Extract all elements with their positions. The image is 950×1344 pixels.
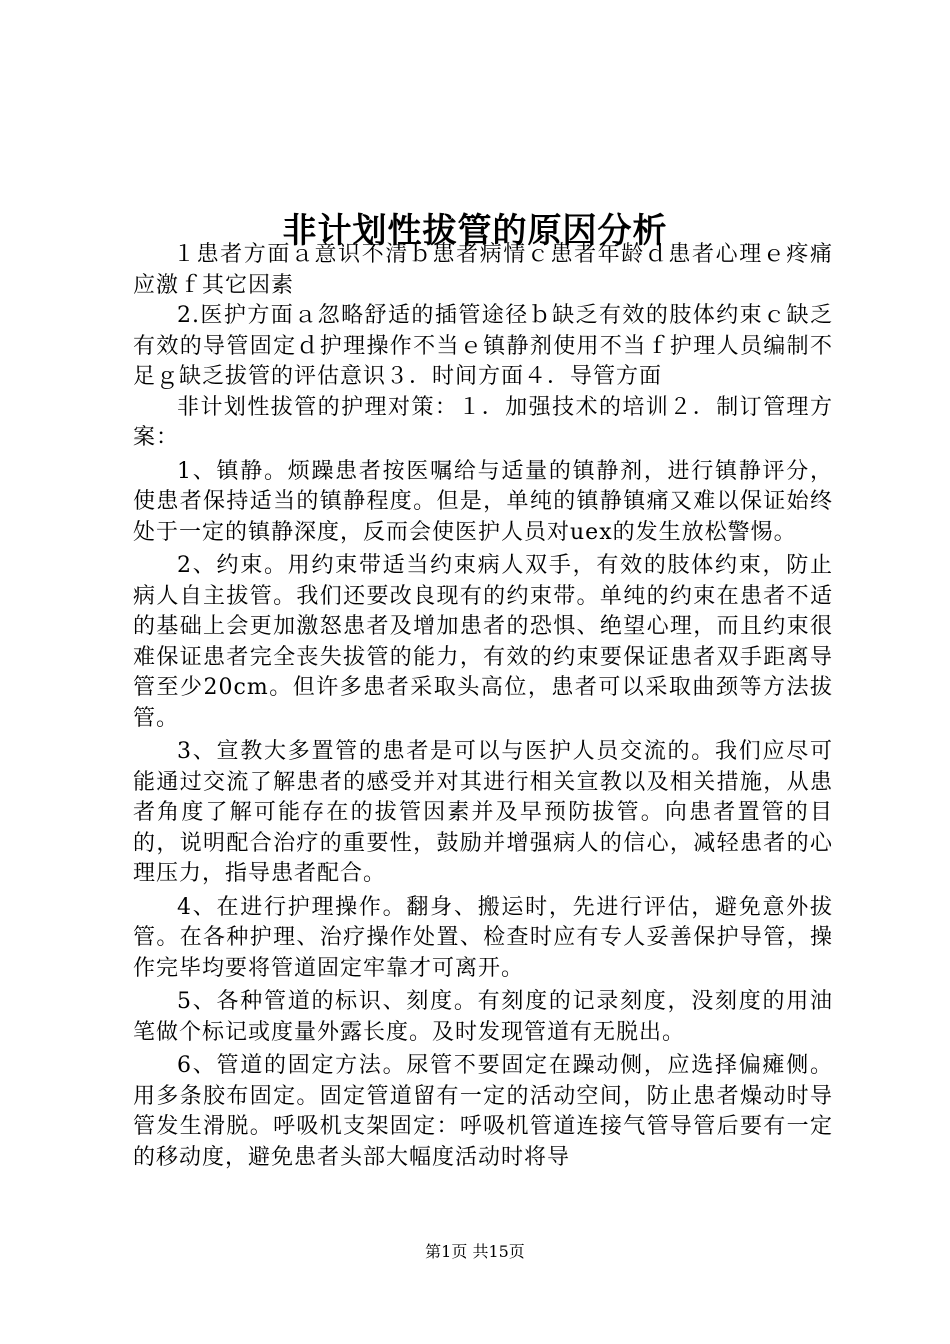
paragraph-education: 3、宣教大多置管的患者是可以与医护人员交流的。我们应尽可能通过交流了解患者的感受并对其进行相关宣教以及相关措施，从患者角度了解可能存在的拔管因素并及早预防拔管。向患者置管的目的，说明配合治疗的重要性，鼓励并增强病人的信心，减轻患者的心理压力，指导患者配合。 bbox=[133, 739, 833, 886]
document-body bbox=[133, 240, 833, 1173]
paragraph-nursing-operation: 4、在进行护理操作。翻身、搬运时，先进行评估，避免意外拔管。在各种护理、治疗操作处置、检查时应有专人妥善保护导管，操作完毕均要将管道固定牢靠才可离开。 bbox=[133, 894, 833, 981]
paragraph-tube-marking: 5、各种管道的标识、刻度。有刻度的记录刻度，没刻度的用油笔做个标记或度量外露长度。及时发现管道有无脱出。 bbox=[133, 989, 833, 1045]
paragraph-patient-factors: １患者方面ａ意识不清ｂ患者病情ｃ患者年龄ｄ患者心理ｅ疼痛应激ｆ其它因素 bbox=[133, 242, 833, 298]
paragraph-sedation: 1、镇静。烦躁患者按医嘱给与适量的镇静剂，进行镇静评分，使患者保持适当的镇静程度。但是，单纯的镇静镇痛又难以保证始终处于一定的镇静深度，反而会使医护人员对uex的发生放松警惕。 bbox=[133, 458, 833, 545]
paragraph-nursing-factors: 2.医护方面ａ忽略舒适的插管途径ｂ缺乏有效的肢体约束ｃ缺乏有效的导管固定ｄ护理操作不当ｅ镇静剂使用不当ｆ护理人员编制不足ｇ缺乏拔管的评估意识３．时间方面４．导管方面 bbox=[133, 303, 833, 389]
document-title: 非计划性拔管的原因分析 bbox=[282, 210, 668, 251]
paragraph-restraint: 2、约束。用约束带适当约束病人双手，有效的肢体约束，防止病人自主拔管。我们还要改良现有的约束带。单纯的约束在患者不适的基础上会更加激怒患者及增加患者的恐惧、绝望心理，而且约束很难保证患者完全丧失拔管的能力，有效的约束要保证患者双手距离导管至少20cm。但许多患者采取头高位，患者可以采取曲颈等方法拔管。 bbox=[133, 553, 833, 731]
paragraph-countermeasures: 非计划性拔管的护理对策：１．加强技术的培训２．制订管理方案： bbox=[133, 394, 833, 450]
page-footer: 第1页 共15页 bbox=[425, 1242, 525, 1261]
paragraph-tube-fixation: 6、管道的固定方法。尿管不要固定在躁动侧，应选择偏瘫侧。用多条胶布固定。固定管道留有一定的活动空间，防止患者燥动时导管发生滑脱。呼吸机支架固定：呼吸机管道连接气管导管后要有一定的移动度，避免患者头部大幅度活动时将导 bbox=[133, 1053, 833, 1170]
